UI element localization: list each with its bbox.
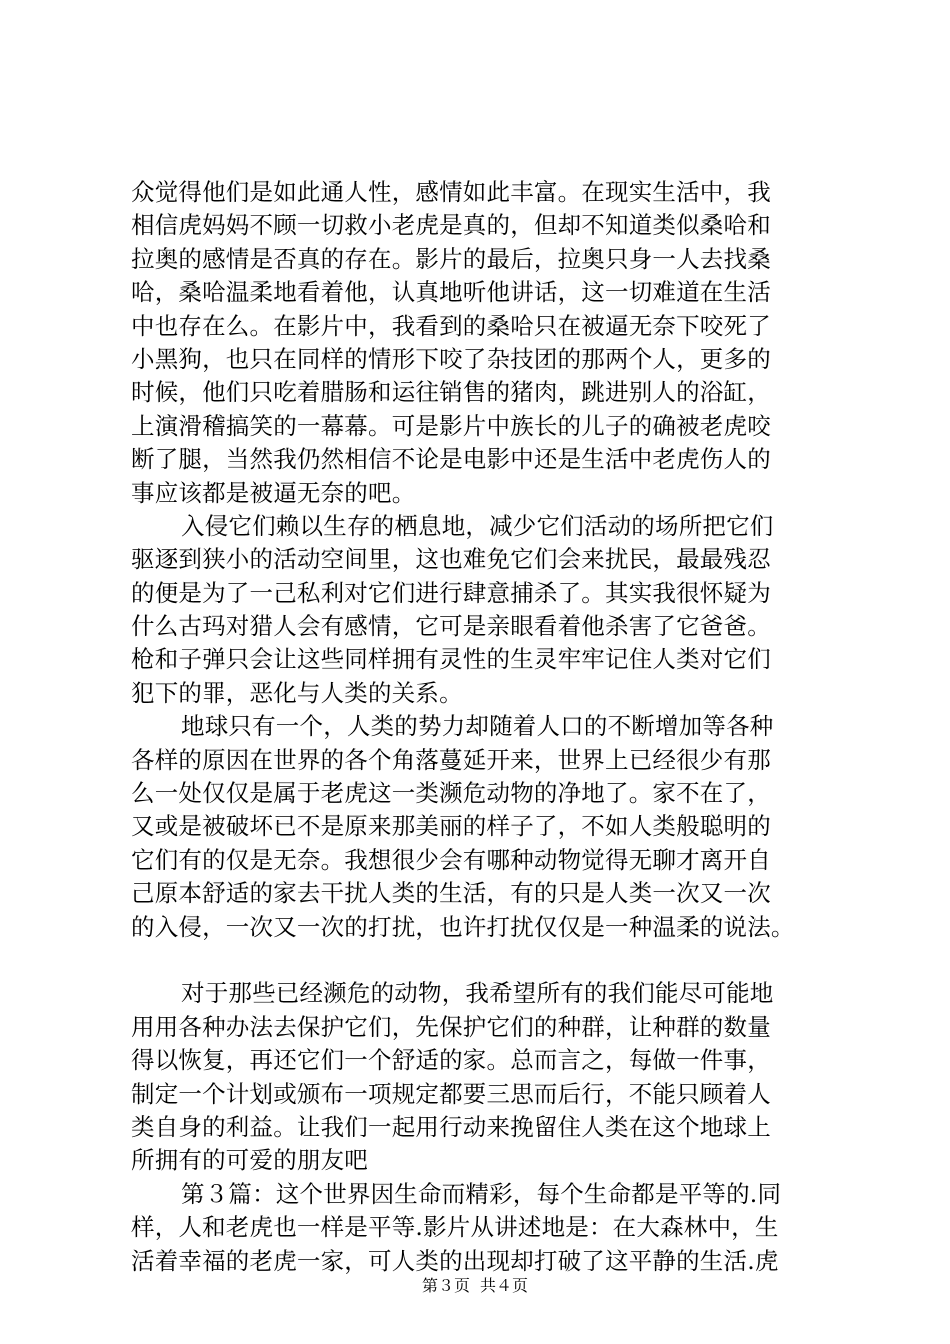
text-line: 中也存在么。在影片中，我看到的桑哈只在被逼无奈下咬死了 <box>131 311 771 340</box>
text-line: 断了腿，当然我仍然相信不论是电影中还是生活中老虎伤人的 <box>131 445 771 474</box>
text-line: 哈，桑哈温柔地看着他，认真地听他讲话，这一切难道在生活 <box>131 278 771 307</box>
text-line: 地球只有一个，人类的势力却随着人口的不断增加等各种 <box>181 712 774 741</box>
text-line: 己原本舒适的家去干扰人类的生活，有的只是人类一次又一次 <box>131 879 771 908</box>
text-line: 样，人和老虎也一样是平等.影片从讲述地是：在大森林中，生 <box>131 1213 779 1242</box>
text-line: 所拥有的可爱的朋友吧 <box>131 1146 368 1175</box>
paragraph <box>131 977 831 1177</box>
text-line: 对于那些已经濒危的动物，我希望所有的我们能尽可能地 <box>181 979 774 1008</box>
text-line: 各样的原因在世界的各个角落蔓延开来，世界上已经很少有那 <box>131 745 771 774</box>
text-line: 类自身的利益。让我们一起用行动来挽留住人类在这个地球上 <box>131 1112 771 1141</box>
paragraph <box>131 710 831 944</box>
text-line: 枪和子弹只会让这些同样拥有灵性的生灵牢牢记住人类对它们 <box>131 645 771 674</box>
paragraph <box>131 1178 831 1278</box>
blank-line <box>131 944 831 977</box>
text-line: 用用各种办法去保护它们，先保护它们的种群，让种群的数量 <box>131 1012 771 1041</box>
text-line: 拉奥的感情是否真的存在。影片的最后，拉奥只身一人去找桑 <box>131 244 771 273</box>
text-line: 犯下的罪，恶化与人类的关系。 <box>131 678 463 707</box>
page-footer <box>0 1276 950 1296</box>
text-line: 又或是被破坏已不是原来那美丽的样子了，不如人类般聪明的 <box>131 812 771 841</box>
text-line: 它们有的仅是无奈。我想很少会有哪种动物觉得无聊才离开自 <box>131 845 771 874</box>
page-total: 共４页 <box>480 1276 529 1295</box>
text-line: 入侵它们赖以生存的栖息地，减少它们活动的场所把它们 <box>181 511 774 540</box>
text-line: 么一处仅仅是属于老虎这一类濒危动物的净地了。家不在了， <box>131 779 771 808</box>
text-line: 制定一个计划或颁布一项规定都要三思而后行，不能只顾着人 <box>131 1079 771 1108</box>
text-line: 活着幸福的老虎一家，可人类的出现却打破了这平静的生活.虎 <box>131 1246 779 1275</box>
text-line: 众觉得他们是如此通人性，感情如此丰富。在现实生活中，我 <box>131 178 771 206</box>
paragraph <box>131 510 831 710</box>
text-line: 相信虎妈妈不顾一切救小老虎是真的，但却不知道类似桑哈和 <box>131 211 771 240</box>
text-line: 的便是为了一己私利对它们进行肆意捕杀了。其实我很怀疑为 <box>131 578 771 607</box>
text-line: 得以恢复，再还它们一个舒适的家。总而言之，每做一件事， <box>131 1046 771 1075</box>
text-line: 上演滑稽搞笑的一幕幕。可是影片中族长的儿子的确被老虎咬 <box>131 411 771 440</box>
page-number: 第３页 <box>421 1276 470 1295</box>
document-body <box>131 176 831 1278</box>
text-line: 驱逐到狭小的活动空间里，这也难免它们会来扰民，最最残忍 <box>131 545 771 574</box>
text-line: 的入侵，一次又一次的打扰，也许打扰仅仅是一种温柔的说法。 <box>131 912 795 941</box>
text-line: 第３篇：这个世界因生命而精彩，每个生命都是平等的.同 <box>181 1179 782 1208</box>
text-line: 时候，他们只吃着腊肠和运往销售的猪肉，跳进别人的浴缸， <box>131 378 771 407</box>
text-line: 小黑狗，也只在同样的情形下咬了杂技团的那两个人，更多的 <box>131 344 771 373</box>
text-line: 事应该都是被逼无奈的吧。 <box>131 478 416 507</box>
text-line: 什么古玛对猎人会有感情，它可是亲眼看着他杀害了它爸爸。 <box>131 612 771 641</box>
paragraph <box>131 176 831 510</box>
